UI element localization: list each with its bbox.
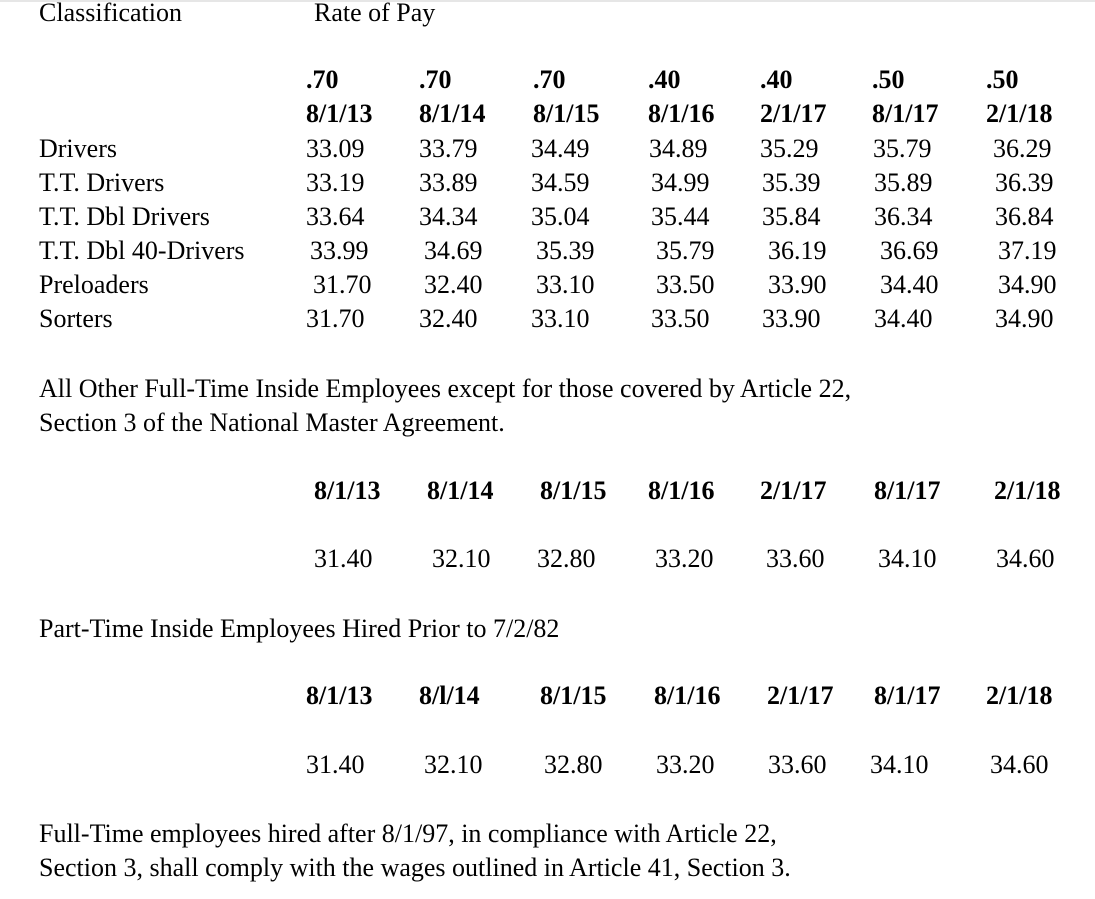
effective-date-header: 8/1/17 — [872, 99, 939, 128]
rate-value: 34.10 — [870, 750, 929, 779]
classification-label: Drivers — [39, 134, 117, 163]
effective-date-header: 2/1/18 — [994, 476, 1061, 505]
increase-amount: .40 — [648, 65, 681, 94]
rate-value: 31.40 — [306, 750, 365, 779]
section3-title: Part-Time Inside Employees Hired Prior to 7/2/82 — [39, 614, 560, 643]
rate-value: 35.39 — [536, 236, 595, 265]
rate-value: 34.89 — [649, 134, 708, 163]
rate-value: 34.40 — [880, 270, 939, 299]
rate-value: 33.50 — [656, 270, 715, 299]
rate-value: 33.10 — [531, 304, 590, 333]
rate-value: 32.40 — [424, 270, 483, 299]
rate-value: 34.60 — [990, 750, 1049, 779]
effective-date-header: 8/1/17 — [874, 681, 941, 710]
rate-value: 31.70 — [313, 270, 372, 299]
section2-text-line2: Section 3 of the National Master Agreement. — [39, 408, 505, 437]
rate-value: 34.34 — [419, 202, 478, 231]
rate-value: 34.59 — [531, 168, 590, 197]
classification-header: Classification — [39, 0, 182, 27]
effective-date-header: 2/1/17 — [767, 681, 834, 710]
rate-value: 35.84 — [762, 202, 821, 231]
rate-value: 37.19 — [998, 236, 1057, 265]
rate-value: 36.84 — [995, 202, 1054, 231]
rate-value: 32.40 — [419, 304, 478, 333]
rate-value: 35.79 — [873, 134, 932, 163]
rate-value: 32.80 — [544, 750, 603, 779]
effective-date-header: 2/1/17 — [760, 476, 827, 505]
rate-value: 33.20 — [656, 750, 715, 779]
effective-date-header: 8/1/13 — [306, 99, 373, 128]
effective-date-header: 8/1/15 — [533, 99, 600, 128]
effective-date-header: 2/1/18 — [986, 99, 1053, 128]
rate-value: 33.50 — [651, 304, 710, 333]
rate-value: 33.79 — [419, 134, 478, 163]
rate-value: 35.89 — [874, 168, 933, 197]
rate-value: 35.39 — [762, 168, 821, 197]
increase-amount: .70 — [419, 65, 452, 94]
classification-label: T.T. Dbl 40-Drivers — [39, 236, 245, 265]
classification-label: T.T. Drivers — [39, 168, 165, 197]
rate-value: 33.64 — [306, 202, 365, 231]
effective-date-header: 8/l/14 — [419, 681, 480, 710]
effective-date-header: 8/1/13 — [306, 681, 373, 710]
rate-value: 32.10 — [432, 544, 491, 573]
footer-text-line2: Section 3, shall comply with the wages outlined in Article 41, Section 3. — [39, 853, 791, 882]
increase-amount: .40 — [760, 65, 793, 94]
rate-value: 34.60 — [996, 544, 1055, 573]
rate-value: 36.69 — [880, 236, 939, 265]
effective-date-header: 8/1/13 — [314, 476, 381, 505]
rate-value: 31.40 — [314, 544, 373, 573]
rate-value: 34.99 — [651, 168, 710, 197]
increase-amount: .50 — [986, 65, 1019, 94]
rate-value: 36.19 — [768, 236, 827, 265]
rate-value: 33.90 — [762, 304, 821, 333]
classification-label: Preloaders — [39, 270, 149, 299]
rate-value: 32.80 — [537, 544, 596, 573]
classification-label: Sorters — [39, 304, 113, 333]
rate-value: 33.20 — [655, 544, 714, 573]
effective-date-header: 8/1/16 — [648, 476, 715, 505]
effective-date-header: 8/1/14 — [419, 99, 486, 128]
rate-value: 35.29 — [760, 134, 819, 163]
rate-value: 35.04 — [531, 202, 590, 231]
increase-amount: .70 — [306, 65, 339, 94]
effective-date-header: 2/1/18 — [986, 681, 1053, 710]
rate-value: 34.40 — [874, 304, 933, 333]
rate-value: 31.70 — [306, 304, 365, 333]
rate-value: 34.90 — [995, 304, 1054, 333]
footer-text-line1: Full-Time employees hired after 8/1/97, in compliance with Article 22, — [39, 819, 777, 848]
section2-text-line1: All Other Full-Time Inside Employees except for those covered by Article 22, — [39, 374, 852, 403]
effective-date-header: 8/1/14 — [427, 476, 494, 505]
effective-date-header: 8/1/16 — [648, 99, 715, 128]
rate-value: 33.10 — [536, 270, 595, 299]
increase-amount: .70 — [533, 65, 566, 94]
effective-date-header: 8/1/17 — [874, 476, 941, 505]
rate-value: 34.10 — [878, 544, 937, 573]
classification-label: T.T. Dbl Drivers — [39, 202, 210, 231]
rate-value: 36.39 — [995, 168, 1054, 197]
effective-date-header: 2/1/17 — [760, 99, 827, 128]
rate-value: 32.10 — [424, 750, 483, 779]
rate-value: 35.79 — [656, 236, 715, 265]
rate-value: 33.60 — [766, 544, 825, 573]
rate-value: 33.19 — [306, 168, 365, 197]
rate-of-pay-header: Rate of Pay — [314, 0, 436, 27]
rate-value: 36.34 — [874, 202, 933, 231]
effective-date-header: 8/1/15 — [540, 681, 607, 710]
rate-value: 33.89 — [419, 168, 478, 197]
rate-value: 36.29 — [993, 134, 1052, 163]
rate-value: 34.49 — [531, 134, 590, 163]
rate-value: 34.90 — [998, 270, 1057, 299]
effective-date-header: 8/1/15 — [540, 476, 607, 505]
rate-value: 33.99 — [310, 236, 369, 265]
effective-date-header: 8/1/16 — [654, 681, 721, 710]
increase-amount: .50 — [872, 65, 905, 94]
rate-value: 33.90 — [768, 270, 827, 299]
rate-value: 35.44 — [651, 202, 710, 231]
rate-value: 33.09 — [306, 134, 365, 163]
rate-value: 33.60 — [768, 750, 827, 779]
rate-value: 34.69 — [424, 236, 483, 265]
